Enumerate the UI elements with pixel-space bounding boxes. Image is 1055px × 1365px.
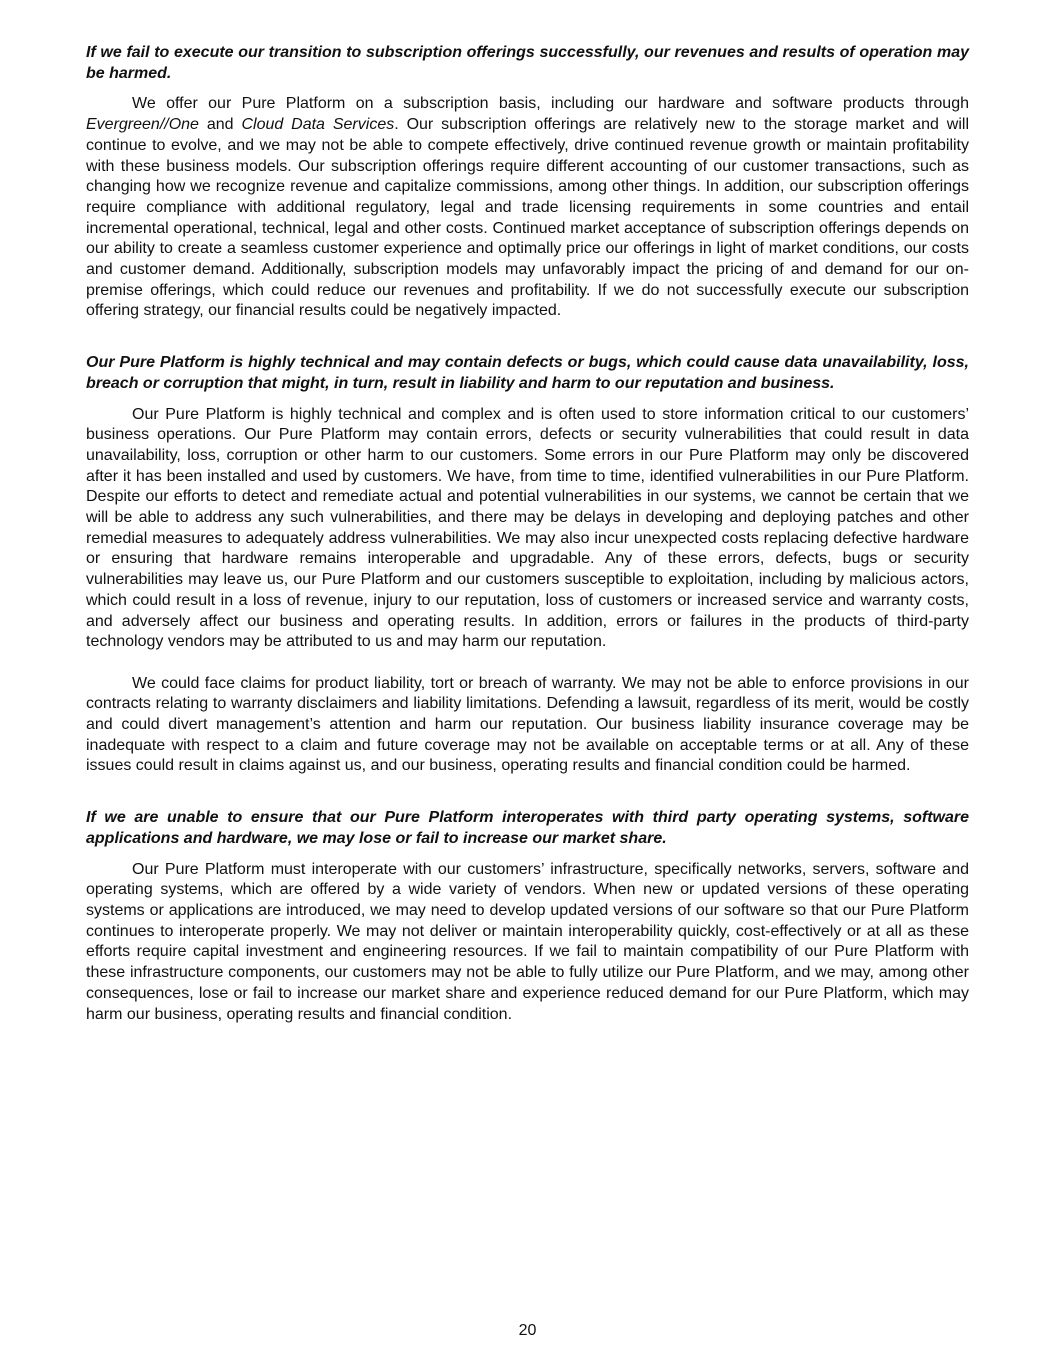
text-run: We offer our Pure Platform on a subscription basis, including our hardware and software products through	[132, 95, 969, 113]
product-name-evergreen: Evergreen//One	[86, 116, 199, 134]
text-run: . Our subscription offerings are relatively new to the storage market and will continue to evolve, and we may not be able to compete effectively, drive continued revenue growth or maintain profitability with these business models. Our subscription offerings require different accounting of our customer transactions, such as changing how we recognize revenue and capitalize commissions, among other things. In addition, our subscription offerings require compliance with additional regulatory, legal and trade licensing requirements in some countries and entail incremental operational, technical, legal and other costs. Continued market acceptance of subscription offerings depends on our ability to create a seamless customer experience and optimally price our offerings in light of market conditions, our costs and customer demand. Additionally, subscription models may unfavorably impact the pricing of and demand for our on-premise offerings, which could reduce our revenues and profitability. If we do not successfully execute our subscription offering strategy, our financial results could be negatively impacted.	[86, 116, 969, 320]
section-heading-defects: Our Pure Platform is highly technical and may contain defects or bugs, which could cause data unavailability, loss, breach or corruption that might, in turn, result in liability and harm to our reputation and business.	[86, 354, 969, 392]
section-heading-subscription: If we fail to execute our transition to subscription offerings successfully, our revenues and results of operation may be harmed.	[86, 44, 969, 82]
product-name-cloud-data-services: Cloud Data Services	[241, 116, 395, 134]
paragraph-subscription	[86, 94, 969, 322]
paragraph-defects: Our Pure Platform is highly technical and complex and is often used to store information critical to our customers’ business operations. Our Pure Platform may contain errors, defects or security vulnerabilities that could result in data unavailability, loss, corruption or other harm to our customers. Some errors in our Pure Platform may only be discovered after it has been installed and used by customers. We have, from time to time, identified vulnerabilities in our Pure Platform. Despite our efforts to detect and remediate actual and potential vulnerabilities in our systems, we cannot be certain that we will be able to address any such vulnerabilities, and there may be delays in developing and deploying patches and other remedial measures to adequately address vulnerabilities. We may also incur unexpected costs replacing defective hardware or ensuring that hardware remains interoperable and upgradable. Any of these errors, defects, bugs or security vulnerabilities may leave us, our Pure Platform and our customers susceptible to exploitation, including by malicious actors, which could result in a loss of revenue, injury to our reputation, loss of customers or increased service and warranty costs, and adversely affect our business and operating results. In addition, errors or failures in the products of third-party technology vendors may be attributed to us and may harm our reputation.	[86, 405, 969, 651]
page-number: 20	[518, 1322, 537, 1339]
paragraph-interoperability: Our Pure Platform must interoperate with our customers’ infrastructure, specifically networks, servers, software and operating systems, which are offered by a wide variety of vendors. When new or updated versions of these operating systems or applications are introduced, we may need to develop updated versions of our software so that our Pure Platform continues to interoperate properly. We may not deliver or maintain interoperability quickly, cost-effectively or at all as these efforts require capital investment and engineering resources. If we fail to maintain compatibility of our Pure Platform with these infrastructure components, our customers may not be able to fully utilize our Pure Platform, and we may, among other consequences, lose or fail to increase our market share and experience reduced demand for our Pure Platform, which may harm our business, operating results and financial condition.	[86, 860, 969, 1023]
text-run: and	[198, 116, 242, 134]
section-heading-interoperability: If we are unable to ensure that our Pure Platform interoperates with third party operating systems, software applications and hardware, we may lose or fail to increase our market share.	[86, 809, 969, 847]
document-page	[86, 43, 969, 1025]
paragraph-claims: We could face claims for product liability, tort or breach of warranty. We may not be able to enforce provisions in our contracts relating to warranty disclaimers and liability limitations. Defending a lawsuit, regardless of its merit, would be costly and could divert management’s attention and harm our reputation. Our business liability insurance coverage may be inadequate with respect to a claim and future coverage may not be available on acceptable terms or at all. Any of these issues could result in claims against us, and our business, operating results and financial condition could be harmed.	[86, 674, 969, 775]
